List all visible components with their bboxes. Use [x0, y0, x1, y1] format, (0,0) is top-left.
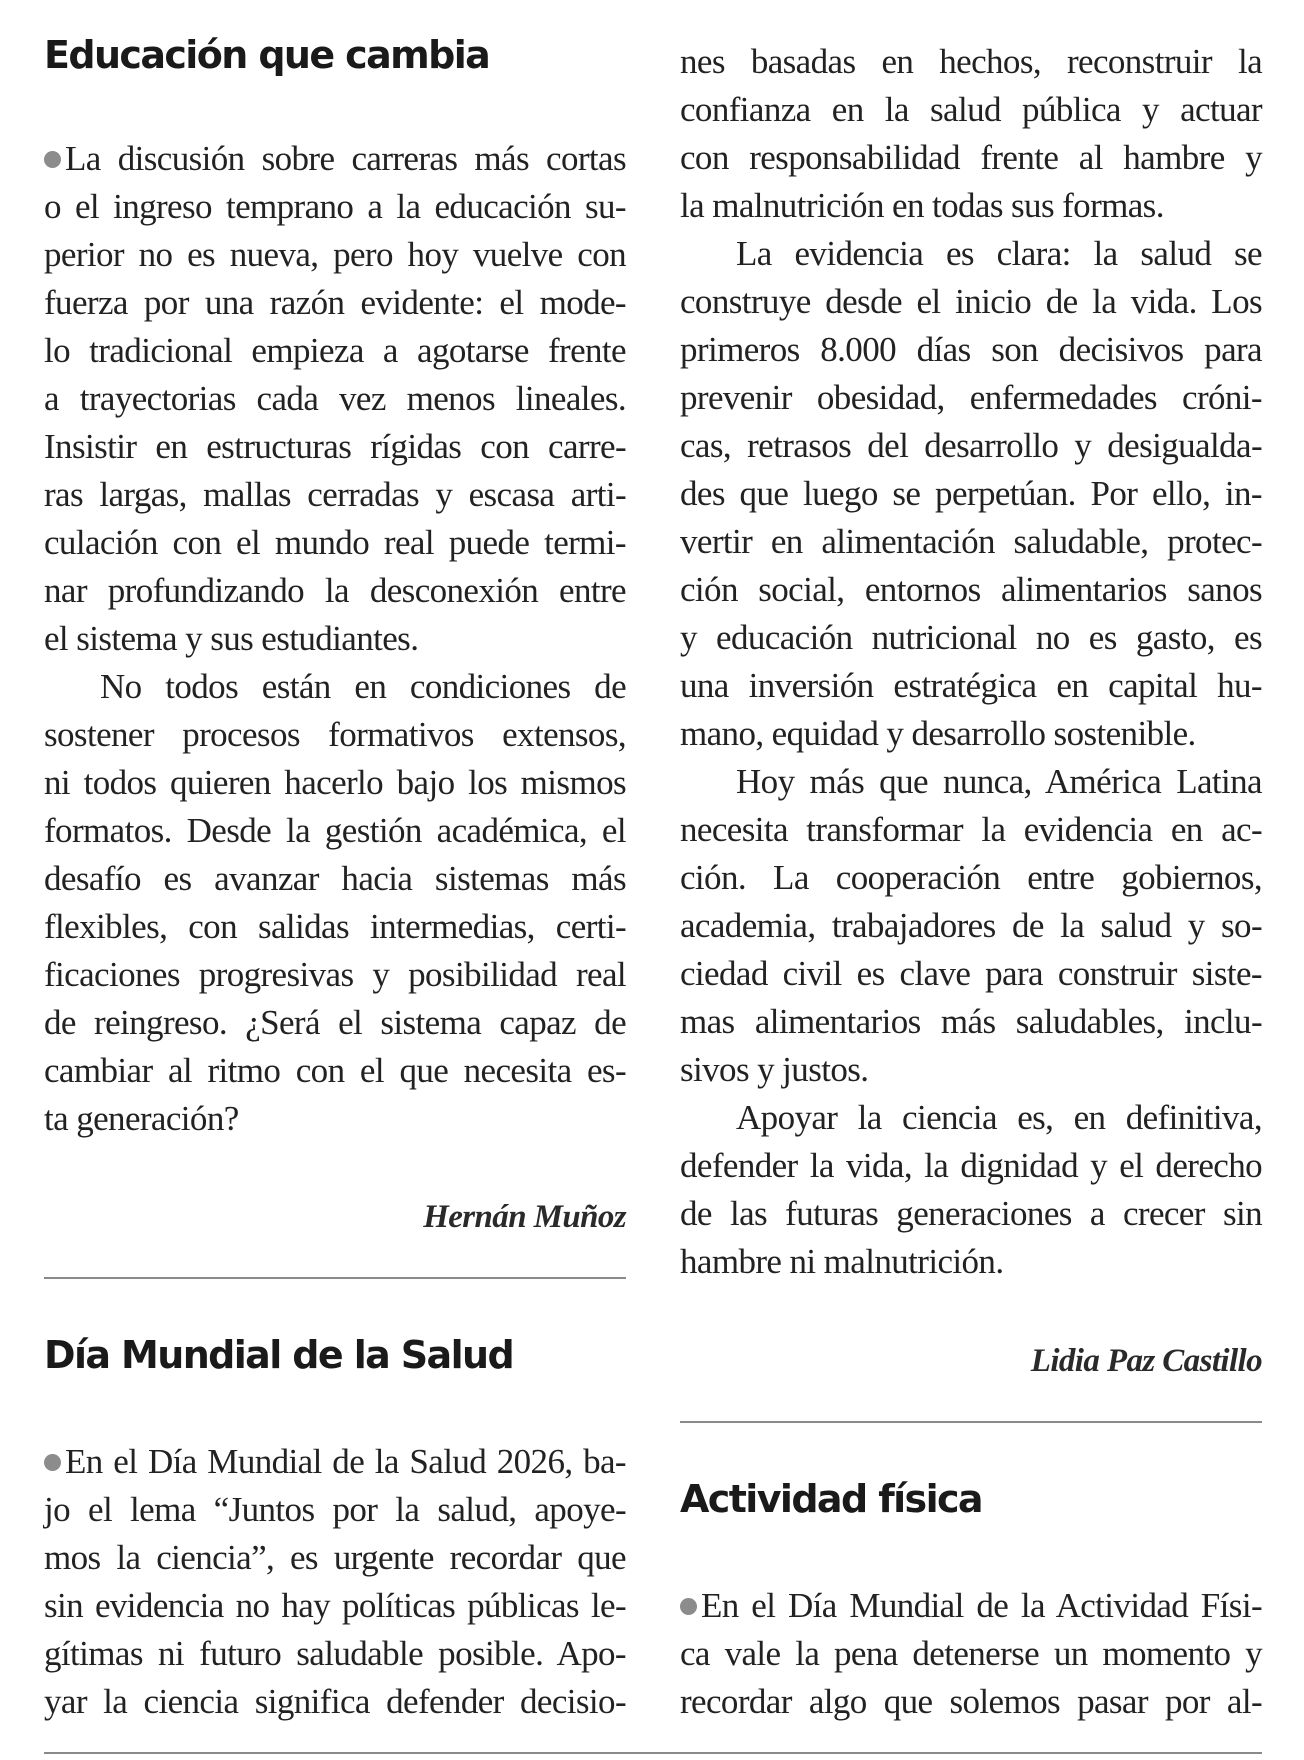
author-signature: Hernán Muñoz: [423, 1199, 626, 1235]
article-line: ni todos quieren hacerlo bajo los mismos: [44, 763, 626, 802]
bullet-icon: [44, 151, 61, 168]
article-line: Insistir en estructuras rígidas con carre-: [44, 427, 626, 466]
article-line: nes basadas en hechos, reconstruir la: [680, 42, 1262, 81]
article-line: gítimas ni futuro saludable posible. Apo-: [44, 1634, 626, 1673]
article-line: prevenir obesidad, enfermedades cróni-: [680, 378, 1262, 417]
article-line: ción social, entornos alimentarios sanos: [680, 570, 1262, 609]
article-line: mano, equidad y desarrollo sostenible.: [680, 714, 1196, 753]
article-line: ta generación?: [44, 1099, 239, 1138]
article-line: confianza en la salud pública y actuar: [680, 90, 1262, 129]
article-line: ras largas, mallas cerradas y escasa arti-: [44, 475, 626, 514]
article-line: lo tradicional empieza a agotarse frente: [44, 331, 626, 370]
article-line: la malnutrición en todas sus formas.: [680, 186, 1164, 225]
article-line: La evidencia es clara: la salud se: [736, 234, 1262, 273]
article-line: primeros 8.000 días son decisivos para: [680, 330, 1262, 369]
article-line: mas alimentarios más saludables, inclu-: [680, 1002, 1262, 1041]
article-line: y educación nutricional no es gasto, es: [680, 618, 1262, 657]
article-line: nar profundizando la desconexión entre: [44, 571, 626, 610]
article-line: La discusión sobre carreras más cortas: [44, 135, 626, 183]
article-line: el sistema y sus estudiantes.: [44, 619, 419, 658]
section-divider: [44, 1277, 626, 1279]
article-line: ficaciones progresivas y posibilidad real: [44, 955, 626, 994]
article-title-salud: Día Mundial de la Salud: [44, 1333, 514, 1377]
article-line: recordar algo que solemos pasar por al-: [680, 1682, 1262, 1721]
article-line: sin evidencia no hay políticas públicas le-: [44, 1586, 626, 1625]
article-line: En el Día Mundial de la Actividad Físi-: [680, 1582, 1262, 1630]
article-line: ciedad civil es clave para construir siste-: [680, 954, 1262, 993]
article-line: culación con el mundo real puede termi-: [44, 523, 626, 562]
bullet-icon: [44, 1454, 61, 1471]
article-line: vertir en alimentación saludable, protec-: [680, 522, 1262, 561]
article-title-educacion: Educación que cambia: [44, 33, 490, 77]
article-line: mos la ciencia”, es urgente recordar que: [44, 1538, 626, 1577]
article-line: desafío es avanzar hacia sistemas más: [44, 859, 626, 898]
article-line: a trayectorias cada vez menos lineales.: [44, 379, 626, 418]
article-line: perior no es nueva, pero hoy vuelve con: [44, 235, 626, 274]
article-line: hambre ni malnutrición.: [680, 1242, 1004, 1281]
article-line: sostener procesos formativos extensos,: [44, 715, 626, 754]
author-signature: Lidia Paz Castillo: [1030, 1343, 1262, 1379]
article-line: des que luego se perpetúan. Por ello, in-: [680, 474, 1262, 513]
article-line: defender la vida, la dignidad y el derecho: [680, 1146, 1262, 1185]
article-line: yar la ciencia significa defender decisio-: [44, 1682, 626, 1721]
article-line: formatos. Desde la gestión académica, el: [44, 811, 626, 850]
article-line: flexibles, con salidas intermedias, certi-: [44, 907, 626, 946]
article-line: Hoy más que nunca, América Latina: [736, 762, 1262, 801]
article-line: ca vale la pena detenerse un momento y: [680, 1634, 1262, 1673]
article-line: jo el lema “Juntos por la salud, apoye-: [44, 1490, 626, 1529]
article-line: academia, trabajadores de la salud y so-: [680, 906, 1262, 945]
article-line: de las futuras generaciones a crecer sin: [680, 1194, 1262, 1233]
article-line: cambiar al ritmo con el que necesita es-: [44, 1051, 626, 1090]
article-line: de reingreso. ¿Será el sistema capaz de: [44, 1003, 626, 1042]
page-bottom-divider: [44, 1752, 1262, 1754]
article-line: sivos y justos.: [680, 1050, 869, 1089]
section-divider: [680, 1421, 1262, 1423]
article-line: ción. La cooperación entre gobiernos,: [680, 858, 1262, 897]
article-line: fuerza por una razón evidente: el mode-: [44, 283, 626, 322]
article-line: cas, retrasos del desarrollo y desigualda-: [680, 426, 1262, 465]
article-line: Apoyar la ciencia es, en definitiva,: [736, 1098, 1262, 1137]
article-line: construye desde el inicio de la vida. Los: [680, 282, 1262, 321]
article-line: una inversión estratégica en capital hu-: [680, 666, 1262, 705]
article-line: En el Día Mundial de la Salud 2026, ba-: [44, 1438, 626, 1486]
article-line: necesita transformar la evidencia en ac-: [680, 810, 1262, 849]
article-line: o el ingreso temprano a la educación su-: [44, 187, 626, 226]
article-line: con responsabilidad frente al hambre y: [680, 138, 1262, 177]
article-line: No todos están en condiciones de: [100, 667, 626, 706]
bullet-icon: [680, 1598, 697, 1615]
article-title-actividad: Actividad física: [680, 1477, 982, 1521]
